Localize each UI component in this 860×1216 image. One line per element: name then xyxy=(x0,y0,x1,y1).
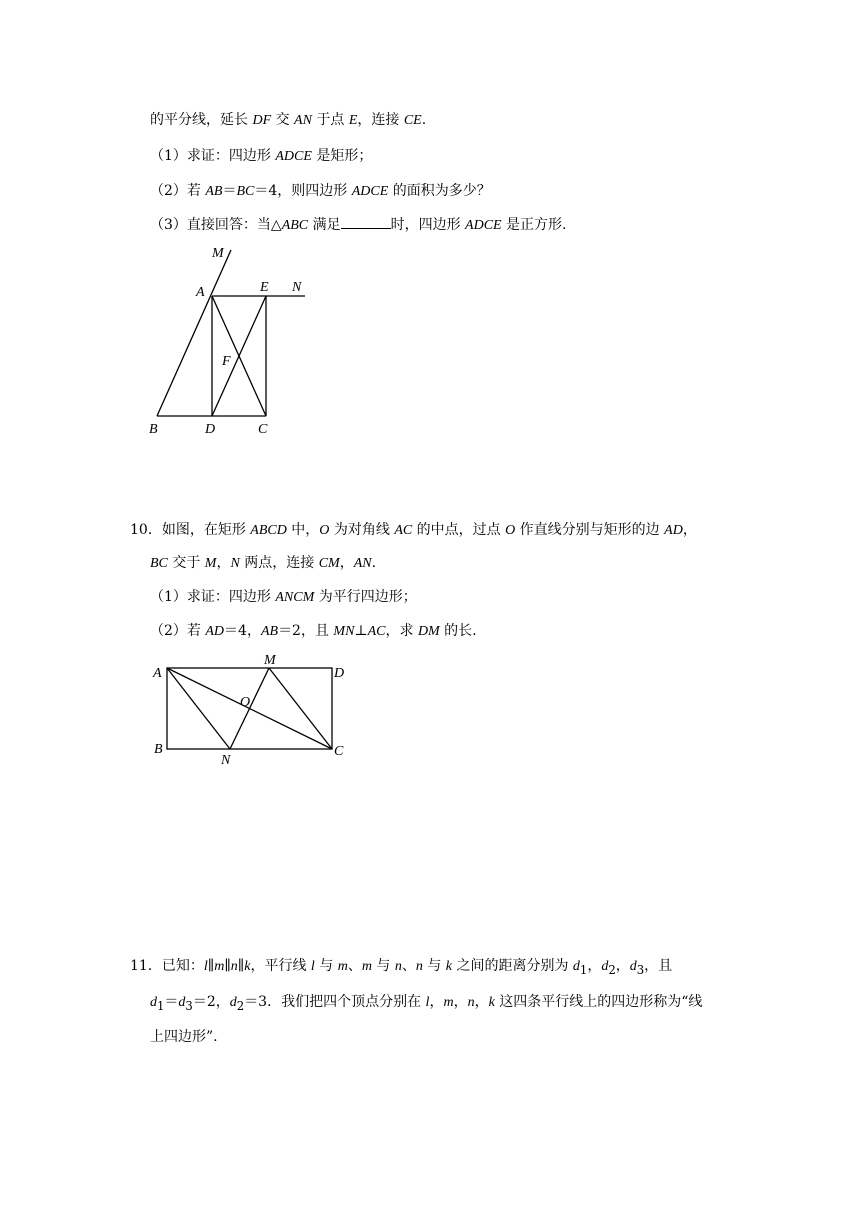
q9-part3 xyxy=(150,214,567,236)
text: ＝4， xyxy=(224,623,261,639)
text: 是矩形； xyxy=(311,148,373,164)
text: 两点，连接 xyxy=(239,555,319,571)
var: AC xyxy=(367,624,386,639)
text: 交于 xyxy=(167,555,205,571)
q10-line1 xyxy=(130,520,697,541)
text: ，求 xyxy=(385,623,418,639)
text: ， xyxy=(339,555,354,571)
text: ＝3．我们把四个顶点分别在 xyxy=(244,994,426,1010)
text: 为对角线 xyxy=(329,522,395,538)
var: CE xyxy=(403,113,422,128)
var: k xyxy=(445,959,452,974)
label-E: E xyxy=(260,280,269,295)
q10-part2 xyxy=(150,621,477,642)
text: ， xyxy=(453,994,468,1010)
q11-line2 xyxy=(150,992,702,1016)
text: ∥ xyxy=(237,958,245,974)
var: n xyxy=(394,959,402,974)
text: ＝ xyxy=(222,183,237,199)
var: M xyxy=(204,556,217,571)
var: AC xyxy=(394,523,413,538)
text: 的中点，过点 xyxy=(412,522,506,538)
text: 之间的距离分别为 xyxy=(452,958,573,974)
label-O: O xyxy=(240,695,251,710)
text: ＝4，则四边形 xyxy=(254,183,352,199)
label-A: A xyxy=(153,666,162,681)
text: 时，四边形 xyxy=(390,217,466,233)
var: d xyxy=(178,995,186,1010)
var: m xyxy=(337,959,348,974)
text: ， xyxy=(682,522,697,538)
text: 的平分线，延长 xyxy=(150,112,253,128)
var: ADCE xyxy=(465,218,502,233)
var: l xyxy=(203,959,208,974)
label-N: N xyxy=(292,280,302,295)
var: m xyxy=(443,995,454,1010)
answer-blank xyxy=(341,214,391,229)
q10-figure xyxy=(150,650,360,770)
text: （1）求证：四边形 xyxy=(150,148,276,164)
label-D: D xyxy=(205,422,216,437)
var: ABCD xyxy=(250,523,287,538)
text: . xyxy=(371,555,377,571)
var: m xyxy=(214,959,225,974)
subscript: 1 xyxy=(157,998,165,1013)
text: 这四条平行线上的四边形称为“线 xyxy=(494,994,703,1010)
var: k xyxy=(488,995,495,1010)
text: ， xyxy=(474,994,489,1010)
text: 作直线分别与矩形的边 xyxy=(515,522,665,538)
var: ABC xyxy=(281,218,309,233)
var: DF xyxy=(252,113,272,128)
text: 10．如图，在矩形 xyxy=(130,522,251,538)
q9-part2 xyxy=(150,181,491,202)
text: ， xyxy=(429,994,444,1010)
text: 中， xyxy=(286,522,320,538)
var: N xyxy=(230,556,240,571)
label-M: M xyxy=(212,246,224,261)
text: ， xyxy=(615,958,630,974)
var: n xyxy=(415,959,423,974)
text: ，且 xyxy=(644,958,673,974)
subscript: 3 xyxy=(636,962,645,977)
q11-line3: 上四边形”. xyxy=(150,1029,218,1045)
subscript: 2 xyxy=(236,998,245,1013)
text: ＝2， xyxy=(192,994,230,1010)
var: BC xyxy=(150,556,168,571)
var: ADCE xyxy=(351,184,389,199)
var: AB xyxy=(205,184,223,199)
text: ， xyxy=(216,555,231,571)
label-N: N xyxy=(221,753,231,768)
var: n xyxy=(230,959,238,974)
var: d xyxy=(601,959,609,974)
text: 是正方形. xyxy=(501,217,567,233)
text: 的长. xyxy=(439,623,477,639)
text: 11．已知： xyxy=(130,958,204,974)
var: n xyxy=(467,995,475,1010)
var: AN xyxy=(294,113,312,128)
var: d xyxy=(572,959,580,974)
subscript: 1 xyxy=(579,962,588,977)
text: 与 xyxy=(422,958,446,974)
var: DM xyxy=(417,624,440,639)
subscript: 2 xyxy=(608,962,616,977)
text: 、 xyxy=(347,958,362,974)
var: AB xyxy=(260,624,279,639)
text: ＝ xyxy=(164,994,179,1010)
label-F: F xyxy=(222,354,231,369)
text: （2）若 xyxy=(150,623,206,639)
label-C: C xyxy=(334,744,344,759)
q9-part1 xyxy=(150,146,372,167)
text: ∥ xyxy=(224,958,231,974)
var: d xyxy=(150,995,157,1010)
text: （1）求证：四边形 xyxy=(150,589,276,605)
var: ANCM xyxy=(275,590,315,605)
var: CM xyxy=(318,556,340,571)
q10-part1 xyxy=(150,587,417,608)
text: 与 xyxy=(371,958,395,974)
var: k xyxy=(244,959,251,974)
text: ⊥ xyxy=(354,623,368,639)
var: d xyxy=(229,995,237,1010)
segment-AN xyxy=(167,668,230,749)
label-B: B xyxy=(149,422,158,437)
var: AD xyxy=(664,523,683,538)
var: O xyxy=(319,523,330,538)
text: （2）若 xyxy=(150,183,206,199)
text: （3）直接回答：当△ xyxy=(150,217,282,233)
subscript: 3 xyxy=(185,998,193,1013)
var: E xyxy=(348,113,358,128)
text: 为平行四边形； xyxy=(314,589,417,605)
var: O xyxy=(505,523,516,538)
text: ∥ xyxy=(207,958,215,974)
var: l xyxy=(310,959,315,974)
var: AD xyxy=(205,624,225,639)
label-M: M xyxy=(264,653,276,668)
text: 于点 xyxy=(311,112,349,128)
segment-BM xyxy=(157,250,231,416)
label-A: A xyxy=(196,285,205,300)
text: 、 xyxy=(401,958,416,974)
text: 与 xyxy=(314,958,338,974)
var: AN xyxy=(353,556,372,571)
var: ADCE xyxy=(275,149,312,164)
var: m xyxy=(361,959,372,974)
text: ， xyxy=(587,958,602,974)
label-C: C xyxy=(258,422,268,437)
text: ，连接 xyxy=(357,112,404,128)
var: d xyxy=(629,959,637,974)
text: 的面积为多少？ xyxy=(388,183,491,199)
q11-line1 xyxy=(130,956,672,980)
text: . xyxy=(421,112,427,128)
text: 满足 xyxy=(308,217,341,233)
text: 交 xyxy=(271,112,295,128)
segment-MC xyxy=(269,668,332,749)
text: ，平行线 xyxy=(250,958,311,974)
text: ＝2，且 xyxy=(278,623,334,639)
label-D: D xyxy=(334,666,345,681)
var: MN xyxy=(333,624,355,639)
q10-line2 xyxy=(150,553,376,574)
q9-intro xyxy=(150,110,426,131)
var: BC xyxy=(236,184,255,199)
var: l xyxy=(425,995,430,1010)
label-B: B xyxy=(154,742,163,757)
q9-figure xyxy=(140,240,320,440)
